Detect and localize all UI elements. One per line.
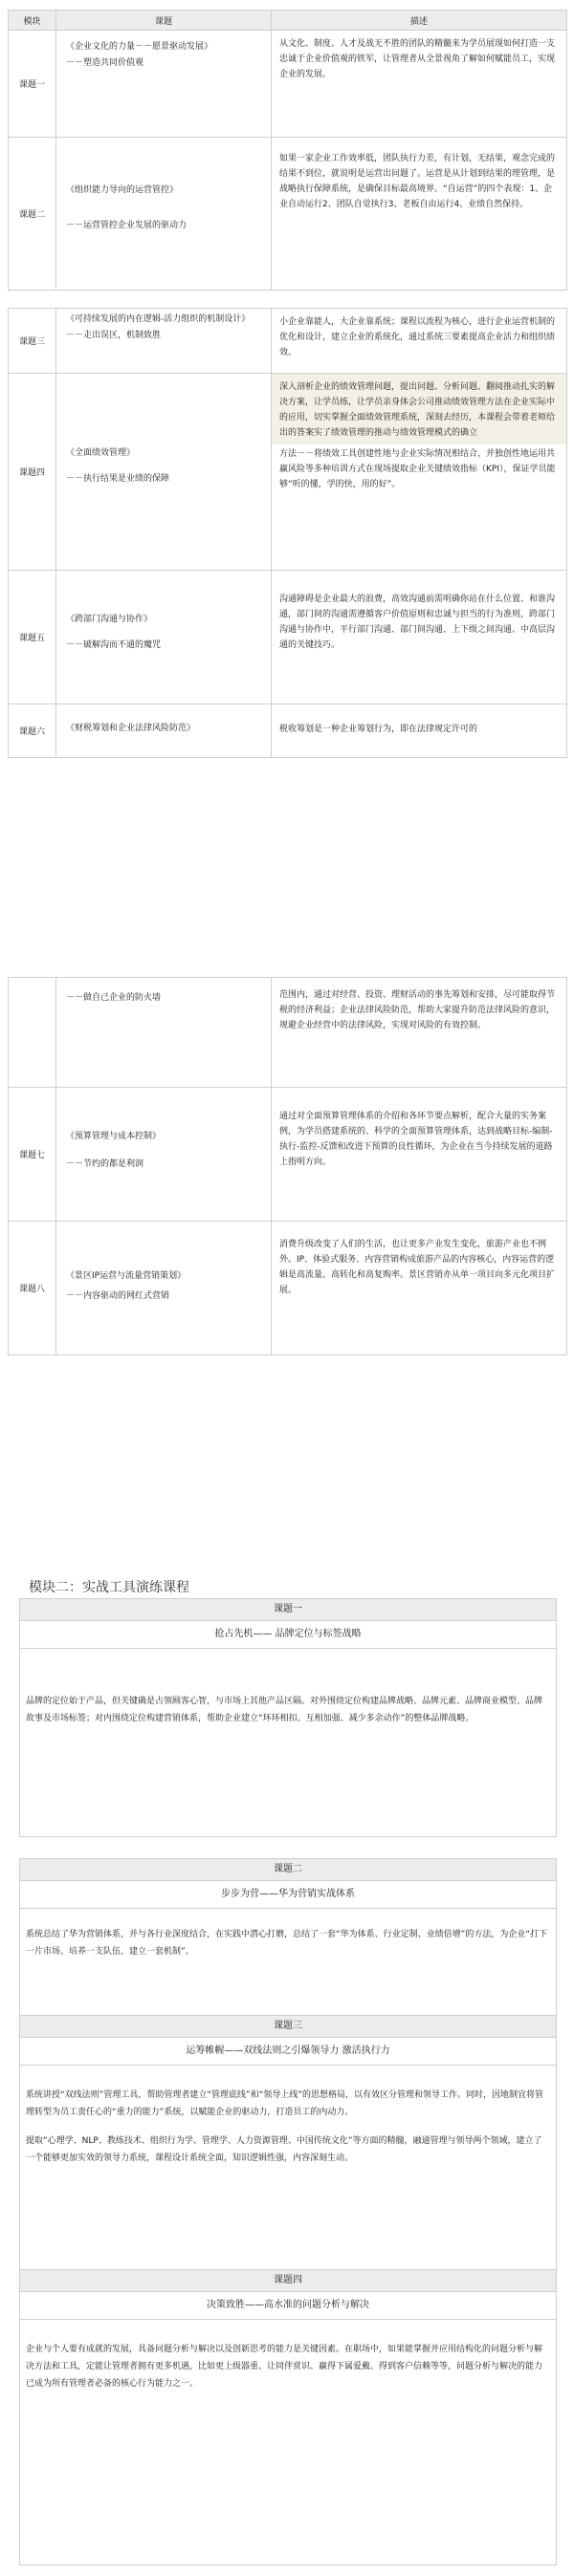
course-title: 《可持续发展的内在逻辑-活力组织的机制设计》: [66, 314, 251, 324]
module-cell: 课题七: [9, 1088, 56, 1222]
header-title: 课题: [56, 11, 272, 31]
course-subtitle: －－塑造共同价值观: [66, 58, 144, 68]
module-cell: 课题八: [9, 1222, 56, 1355]
title-cell: [56, 978, 272, 1088]
card-body: 品牌的定位始于产品，但关键确是占领顾客心智，与市场上其他产品区隔。对外围绕定位构建品牌战略、品牌元素、品牌商业模型、品牌故事及市场标签；对内围绕定位构建营销体系，帮助企业建立“环环相扣、互相加强、减少多余动作”的整体品牌战略。: [26, 1697, 543, 1723]
desc-cell: [272, 1222, 567, 1355]
course-title: 《预算管理与成本控制》: [66, 1132, 162, 1141]
course-subtitle: －－走出误区，机制致胜: [66, 331, 162, 340]
title-cell: [56, 704, 272, 758]
card-subtitle: 抢占先机—— 品牌定位与标签战略: [20, 1621, 556, 1649]
course-table-part-3: [8, 977, 567, 1355]
course-description: 如果一家企业工作效率低，团队执行力差，有计划，无结果，观念完成的结果不到位，就说明是运营出问题了。运营是从计划到结果的理管理，是战略执行保障系统，是确保目标最高境界。“自运营”的四个表现：1、企业自动运行2、团队自觉执行3、老板自由运行4、业绩自然保持。: [279, 154, 556, 209]
module-cell: 课题四: [9, 374, 56, 571]
desc-cell: [272, 374, 567, 571]
module-cell: 课题一: [9, 31, 56, 138]
card-header: 课题四: [20, 2270, 556, 2292]
course-subtitle: －－做自己企业的防火墙: [66, 993, 162, 1003]
table-row: [9, 1222, 567, 1355]
module2-card: [19, 2015, 557, 2273]
card-subtitle: 决策致胜——高水准的问题分析与解决: [20, 2292, 556, 2320]
title-cell: [56, 374, 272, 571]
course-description: 范围内，通过对经营、投资、理财活动的事先筹划和安排，尽可能取得节税的经济利益；企业法律风险防范，帮助大家提升防范法律风险的意识，规避企业经营中的法律风险，实现对风险的有效控制。: [279, 990, 556, 1030]
table-header-row: [9, 11, 567, 31]
course-title: 《全面绩效管理》: [66, 448, 136, 458]
table-row: [9, 704, 567, 758]
desc-cell: [272, 704, 567, 758]
course-subtitle: －－执行结果是业绩的保障: [66, 474, 170, 484]
desc-cell: [272, 309, 567, 374]
card-body-2: 提取“心理学、NLP、教练技术、组织行为学、管理学、人力资源管理、中国传统文化”等方面的精髓，融通管理与领导两个领域，建立了一个能够更加实效的领导力系统，课程设计系统全面，知识逻辑性强，内容深刻生动。: [26, 2136, 542, 2163]
course-subtitle: －－破解沟而不通的魔咒: [66, 640, 162, 650]
title-cell: [56, 1088, 272, 1222]
desc-cell: [272, 138, 567, 291]
title-cell: [56, 31, 272, 138]
course-description: 税收筹划是一种企业筹划行为，即在法律规定许可的: [279, 725, 478, 734]
module2-card: [19, 2269, 557, 2565]
course-description: 小企业靠能人，大企业靠系统；课程以流程为核心，进行企业运营机制的优化和设计，建立企业的系统化，通过系统三要素提高企业活力和组织绩效。: [279, 317, 556, 357]
course-description: 通过对全面预算管理体系的介绍和各环节要点解析，配合大量的实务案例，为学员搭建系统的、科学的全面预算管理体系，达到战略目标-编制-执行-监控-反馈和改进下预算的良性循环，为企业在当今持续发展的道路上指明方向。: [279, 1112, 553, 1167]
course-title: 《景区IP运营与流量营销策划》: [66, 1271, 187, 1281]
title-cell: [56, 571, 272, 704]
desc-cell: [272, 571, 567, 704]
course-title: 《企业文化的力量－－愿景驱动发展》: [66, 42, 213, 52]
table-row: [9, 978, 567, 1088]
module2-card: [19, 1598, 557, 1837]
title-cell: [56, 309, 272, 374]
card-header: 课题一: [20, 1599, 556, 1621]
module-cell: [9, 978, 56, 1088]
desc-cell: [272, 978, 567, 1088]
course-title: 《跨部门沟通与协作》: [66, 615, 153, 624]
table-row: [9, 374, 567, 571]
course-subtitle: －－节约的都是利润: [66, 1159, 144, 1169]
module2-title: 模块二：实战工具演练课程: [29, 1580, 189, 1595]
card-header: 课题二: [20, 1859, 556, 1881]
card-header: 课题三: [20, 2016, 556, 2038]
card-subtitle: 运筹帷幄——双线法则之引爆领导力 激活执行力: [20, 2038, 556, 2066]
module-cell: 课题五: [9, 571, 56, 704]
title-cell: [56, 1222, 272, 1355]
course-subtitle: －－内容驱动的网红式营销: [66, 1291, 170, 1301]
course-description: 消费升级改变了人们的生活，也让更多产业发生变化，旅游产业也不例外。IP、体验式服务、内容营销构成旅游产品的内容核心，内容运营的逻辑是高流量、高转化和高复购率。景区营销亦从单一项目向多元化项目扩展。: [279, 1240, 556, 1295]
table-row: [9, 309, 567, 374]
table-row: [9, 571, 567, 704]
course-subtitle: －－运营管控企业发展的驱动力: [66, 221, 188, 230]
course-description-highlight: 深入剖析企业的绩效管理问题，提出问题、分析问题、翻阅推动扎实的解决方案，让学员练，让学员亲身体会公司推动绩效管理方法在企业实际中的应用，切实掌握全面绩效管理系统，深刻去经历，本课程会带着老师给出的答案实了绩效管理的推动与绩效管理模式的确立: [272, 374, 566, 444]
table-row: [9, 138, 567, 291]
course-description: 沟通障碍是企业最大的浪费，高效沟通前需明确你站在什么位置、和谁沟通，部门间的沟通需遵循客户价值原则和忠诚与担当的行为准则，跨部门沟通与协作中，平行部门沟通、部门间沟通、上下级之间沟通、中高层沟通的关键技巧。: [279, 595, 556, 650]
module2-card: [19, 1858, 557, 2019]
desc-cell: [272, 31, 567, 138]
card-body: 企业与个人要有成就的发展，具备问题分析与解决以及创新思考的能力是关键因素。在职场中，如果能掌握并应用结构化的问题分析与解决方法和工具，定能让管理者拥有更多机遇，比如更上级器重、让同伴赏识、赢得下属爱戴、得到客户信赖等等，问题分析与解决的能力已成为所有管理者必备的核心行为能力之一。: [26, 2345, 543, 2389]
table-row: [9, 31, 567, 138]
card-subtitle: 步步为营——华为营销实战体系: [20, 1881, 556, 1909]
card-body: 系统总结了华为营销体系，并与各行业深度结合，在实践中潜心打磨，总结了一套“华为体系、行业定制、业绩倍增”的方法，为企业“打下一片市场、培养一支队伍、建立一套机制”。: [26, 1930, 547, 1957]
title-cell: [56, 138, 272, 291]
desc-cell: [272, 1088, 567, 1222]
module-cell: 课题二: [9, 138, 56, 291]
module-cell: 课题三: [9, 309, 56, 374]
course-table-part-1: [8, 10, 567, 291]
card-body: 系统讲授“双线法则”管理工具，帮助管理者建立“管理底线”和“领导上线”的思想格局，以有效区分管理和领导工作。同时，因地制宜将管理转型为员工责任心的“重力的能力”系统，以赋能企业的驱动力，打造员工的内动力。: [26, 2090, 543, 2117]
header-module: 模块: [9, 11, 56, 31]
course-title: 《组织能力导向的运营管控》: [66, 185, 179, 195]
table-row: [9, 1088, 567, 1222]
course-table-part-2: [8, 308, 567, 758]
header-desc: 描述: [272, 11, 567, 31]
course-title: 《财税筹划和企业法律风险防范》: [66, 724, 196, 733]
module-cell: 课题六: [9, 704, 56, 758]
course-description: 从文化、制度、人才及战无不胜的团队的精髓来为学员展现如何打造一支忠诚于企业价值观的铁军，让管理者从全景视角了解如何赋能员工，实现企业的发展。: [279, 39, 556, 79]
course-description: 方法－－将绩效工具创建性地与企业实际情况相结合，并独创性地运用共赢风险等多种培训方式在现场提取企业关键绩效指标（KPI），保证学员能够“听的懂，学的快，用的好”。: [279, 449, 556, 489]
